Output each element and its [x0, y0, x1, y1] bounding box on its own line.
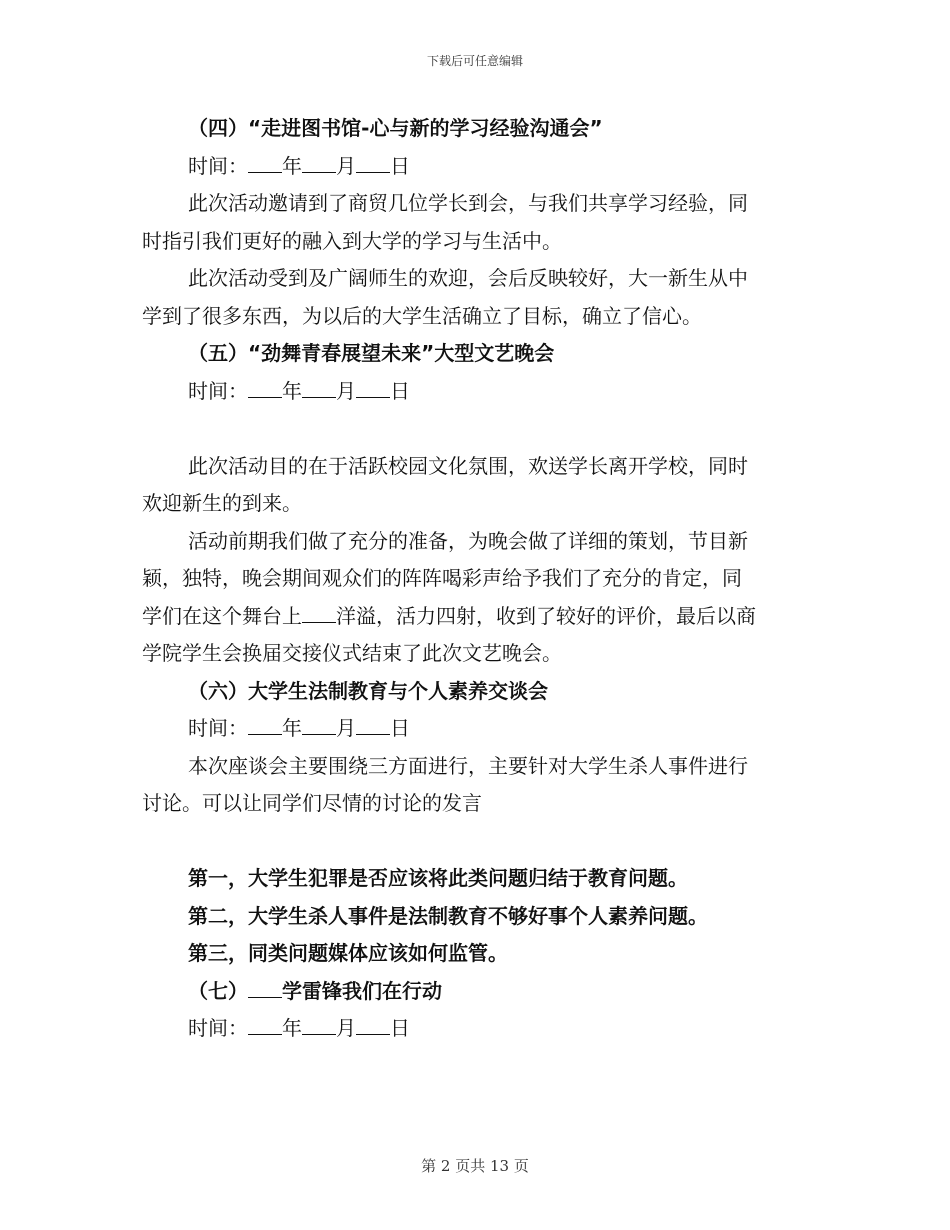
blank-line	[142, 823, 804, 861]
section-5-title: （五）“劲舞青春展望未来”大型文艺晚会	[188, 341, 555, 365]
date-label: 时间：	[188, 153, 248, 178]
paragraph-line: 此次活动邀请到了商贸几位学长到会，与我们共享学习经验，同	[188, 191, 748, 215]
month-blank	[302, 712, 336, 735]
date-label: 时间：	[188, 716, 248, 740]
day-label: 日	[390, 716, 410, 740]
month-blank	[302, 150, 336, 173]
month-blank	[302, 1012, 336, 1035]
page-header: 下载后可任意编辑	[426, 54, 523, 68]
paragraph-line	[142, 598, 804, 636]
paragraph-line: 活动前期我们做了充分的准备，为晚会做了详细的策划，节目新	[188, 528, 748, 553]
date-label: 时间：	[188, 378, 248, 403]
paragraph-line: 时指引我们更好的融入到大学的学习与生活中。	[142, 228, 562, 253]
day-label: 日	[390, 378, 410, 403]
section-4-title: （四）“走进图书馆-心与新的学习经验沟通会”	[188, 116, 603, 140]
year-label: 年	[282, 153, 302, 178]
day-label: 日	[390, 1016, 410, 1040]
day-blank	[356, 150, 390, 173]
year-blank	[248, 375, 282, 398]
month-label: 月	[336, 378, 356, 403]
month-blank	[302, 375, 336, 398]
section-7-name: 学雷锋我们在行动	[282, 978, 442, 1003]
paragraph-line: 本次座谈会主要围绕三方面进行，主要针对大学生杀人事件进行	[188, 753, 748, 778]
paragraph-line: 此次活动目的在于活跃校园文化氛围，欢送学长离开学校，同时	[188, 453, 748, 478]
paragraph-line: 欢迎新生的到来。	[142, 491, 302, 515]
paragraph-line: 讨论。可以让同学们尽情的讨论的发言	[142, 791, 482, 815]
year-label: 年	[282, 378, 302, 403]
section-7-title	[142, 973, 804, 1011]
title-blank	[248, 975, 282, 998]
text-segment: 学们在这个舞台上	[142, 603, 302, 628]
paragraph-line: 此次活动受到及广阔师生的欢迎，会后反映较好，大一新生从中	[188, 266, 748, 290]
point-2: 第二，大学生杀人事件是法制教育不够好事个人素养问题。	[188, 903, 708, 928]
month-label: 月	[336, 153, 356, 178]
paragraph-line: 学院学生会换届交接仪式结束了此次文艺晚会。	[142, 641, 562, 665]
year-blank	[248, 1012, 282, 1035]
year-blank	[248, 712, 282, 735]
section-7-number: （七）	[188, 978, 248, 1003]
section-7-date	[142, 1010, 804, 1048]
section-5-date	[142, 373, 804, 411]
year-label: 年	[282, 716, 302, 740]
blank-line	[142, 410, 804, 448]
text-blank	[302, 600, 336, 623]
section-6-date	[142, 710, 804, 748]
year-label: 年	[282, 1016, 302, 1040]
year-blank	[248, 150, 282, 173]
section-4-date	[142, 148, 804, 186]
paragraph-line: 颖，独特，晚会期间观众们的阵阵喝彩声给予我们了充分的肯定，同	[142, 566, 742, 590]
day-label: 日	[390, 153, 410, 178]
document-body	[142, 110, 804, 1048]
paragraph-line: 学到了很多东西，为以后的大学生活确立了目标，确立了信心。	[142, 303, 702, 328]
day-blank	[356, 1012, 390, 1035]
section-6-title: （六）大学生法制教育与个人素养交谈会	[188, 678, 548, 703]
text-segment: 洋溢，活力四射，收到了较好的评价，最后以商	[336, 603, 756, 628]
month-label: 月	[336, 1016, 356, 1040]
day-blank	[356, 712, 390, 735]
point-1: 第一，大学生犯罪是否应该将此类问题归结于教育问题。	[188, 866, 688, 890]
day-blank	[356, 375, 390, 398]
page-footer: 第 2 页共 13 页	[421, 1157, 529, 1175]
date-label: 时间：	[188, 1016, 248, 1040]
point-3: 第三，同类问题媒体应该如何监管。	[188, 941, 508, 965]
month-label: 月	[336, 716, 356, 740]
